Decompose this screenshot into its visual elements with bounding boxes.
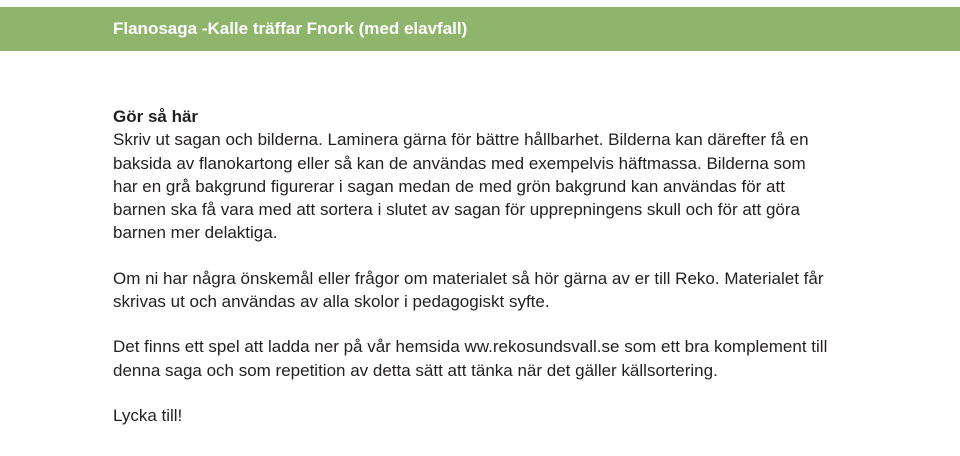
paragraph-spacer (113, 313, 833, 335)
instructions-paragraph-2: Om ni har några önskemål eller frågor om materialet så hör gärna av er till Reko. Materialet får skrivas ut och användas av alla skolor i pedagogiskt syfte. (113, 268, 824, 312)
header-bar (0, 7, 960, 51)
instructions-section (113, 105, 833, 427)
instructions-paragraph-1: Skriv ut sagan och bilderna. Laminera gärna för bättre hållbarhet. Bilderna kan därefter få en baksida av flanokartong eller så kan de användas med exempelvis häftmassa. Bilderna som har en grå bakgrund figurerar i sagan medan de med grön bakgrund kan användas för att barnen ska få vara med att sortera i slutet av sagan för upprepningens skull och för att göra barnen mer delaktiga. (113, 130, 809, 243)
paragraph-spacer (113, 382, 833, 404)
instructions-paragraph-3: Det finns ett spel att ladda ner på vår hemsida ww.rekosundsvall.se som ett bra komplement till denna saga och som repetition av detta sätt att tänka när det gäller källsortering. (113, 337, 828, 380)
closing-text: Lycka till! (113, 405, 183, 425)
paragraph-spacer (113, 245, 833, 267)
page-title: Flanosaga -Kalle träffar Fnork (med elavfall) (113, 19, 468, 38)
instructions-heading: Gör så här (113, 107, 199, 126)
